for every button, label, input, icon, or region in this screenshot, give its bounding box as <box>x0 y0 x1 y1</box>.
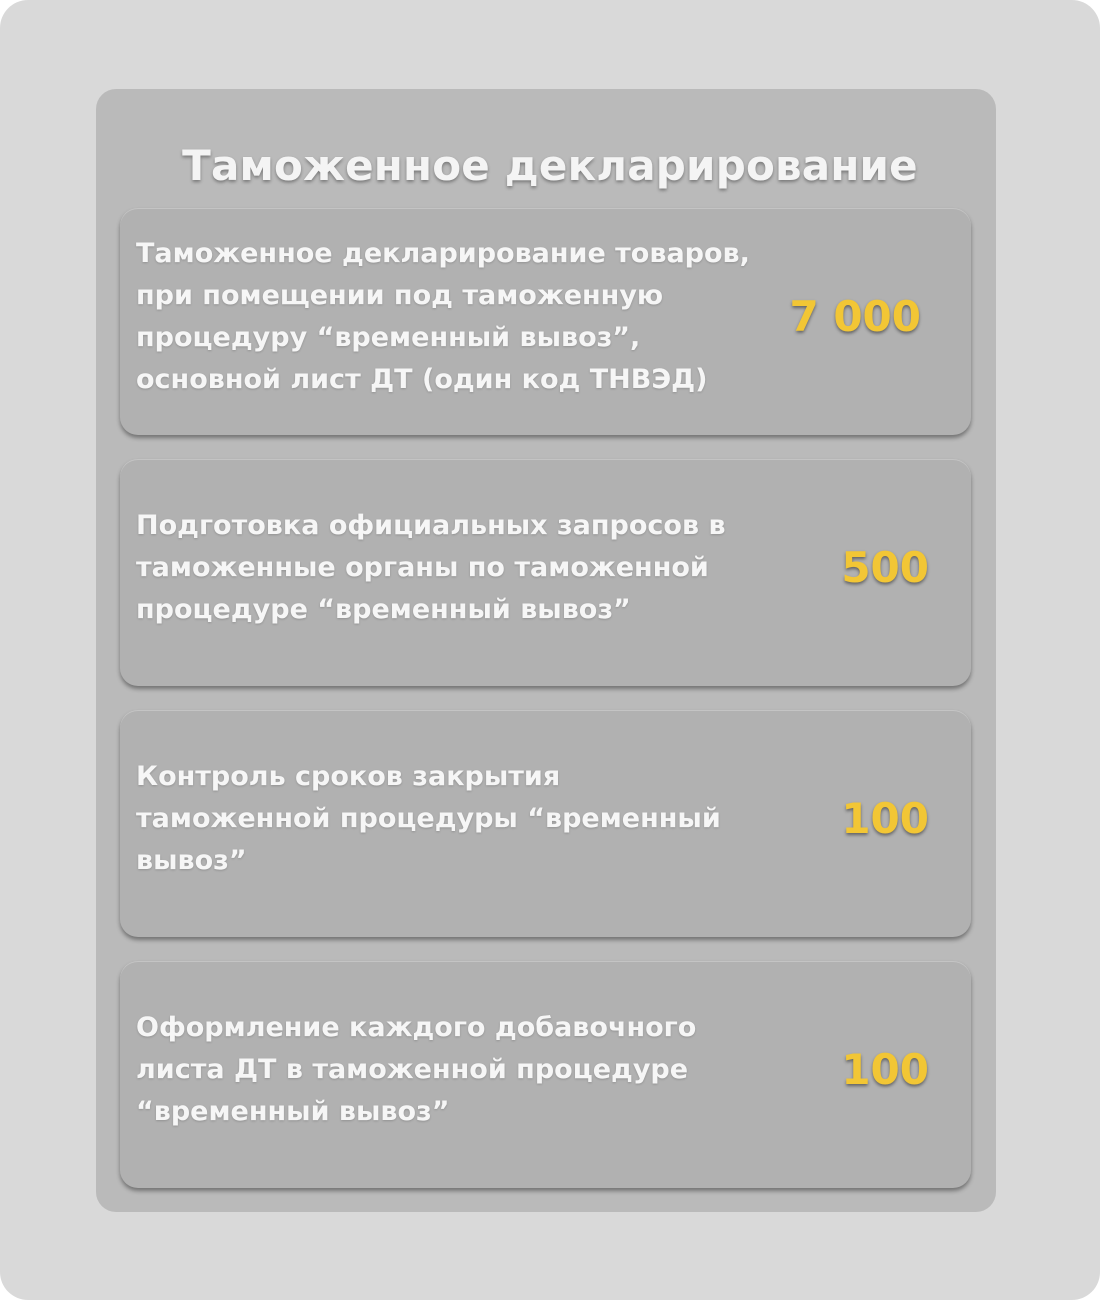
service-price: 100 <box>841 1045 929 1094</box>
service-description: Оформление каждого добавочного листа ДТ в таможенной процедуре “временный вывоз” <box>136 1011 697 1127</box>
service-price: 500 <box>841 543 929 592</box>
service-description: Подготовка официальных запросов в таможенные органы по таможенной процедуре “временный вывоз” <box>136 509 726 625</box>
service-description: Таможенное декларирование товаров, при помещении под таможенную процедуру “временный вывоз”, основной лист ДТ (один код ТНВЭД) <box>136 237 750 395</box>
service-card-3 <box>120 710 971 937</box>
service-card-1 <box>120 208 971 435</box>
service-description: Контроль сроков закрытия таможенной процедуры “временный вывоз” <box>136 760 721 876</box>
page-title: Таможенное декларирование <box>182 141 918 190</box>
service-card-4 <box>120 961 971 1188</box>
service-price: 7 000 <box>789 292 921 341</box>
service-card-2 <box>120 459 971 686</box>
service-price: 100 <box>841 794 929 843</box>
